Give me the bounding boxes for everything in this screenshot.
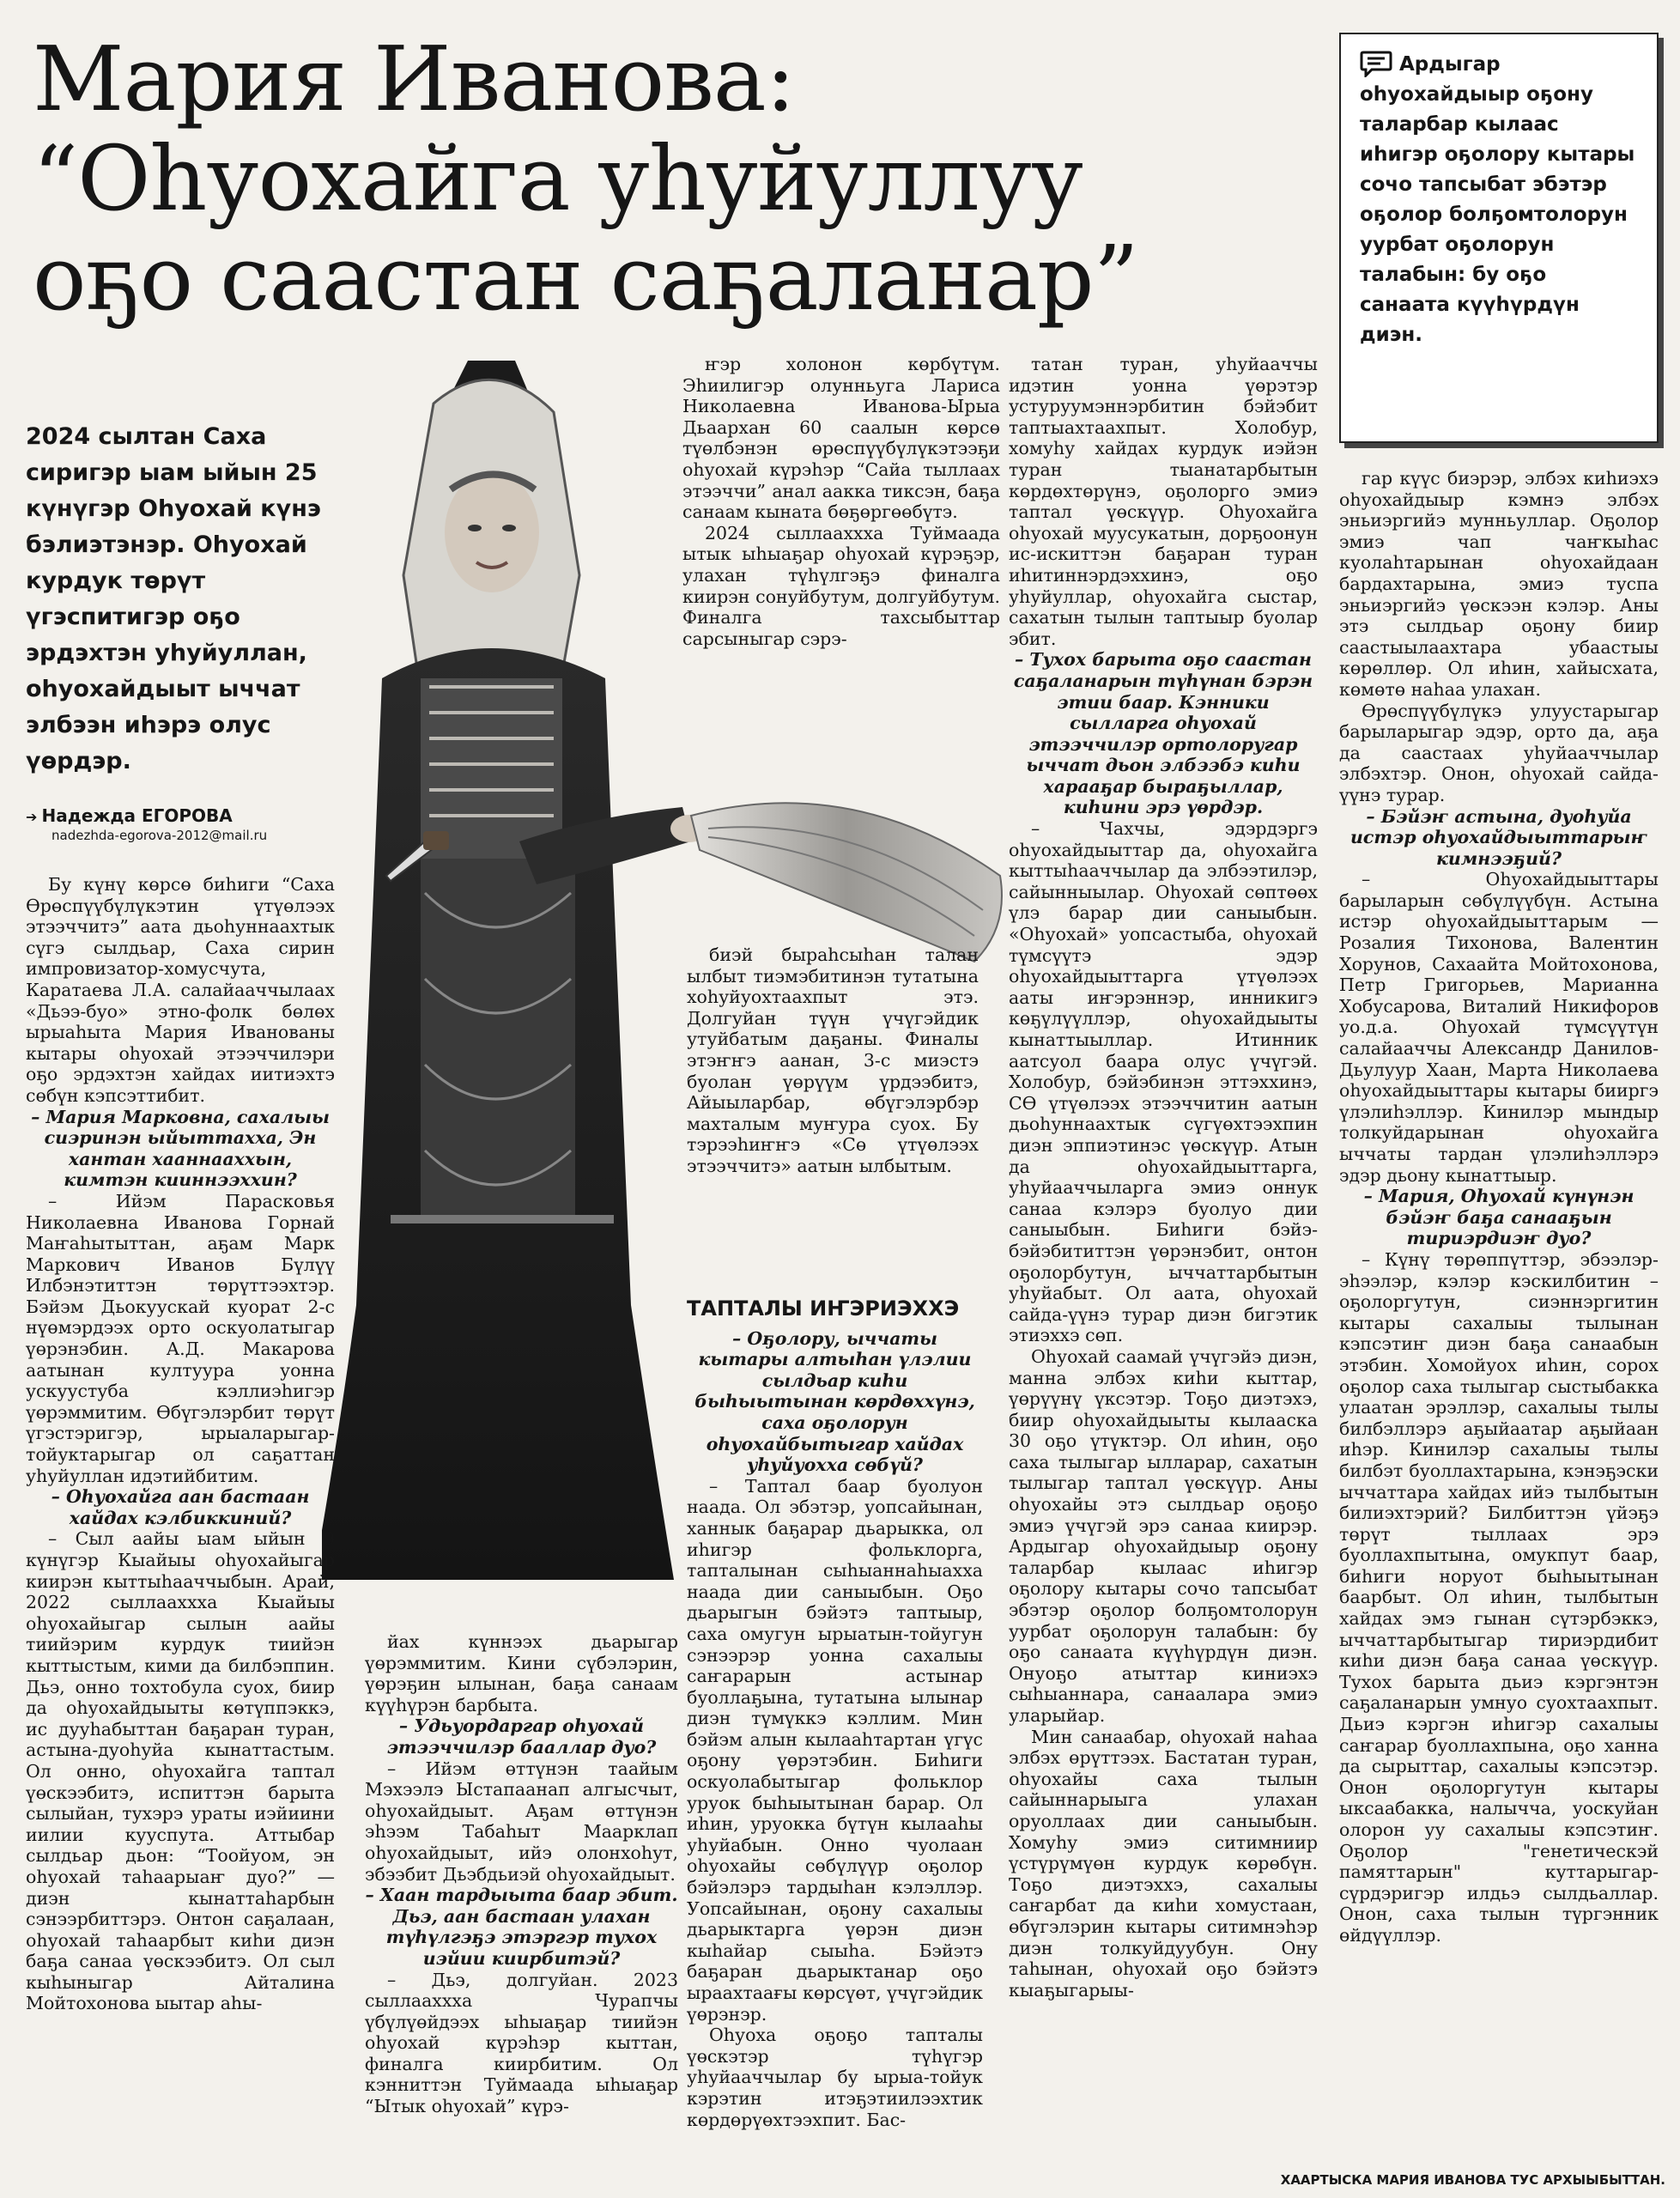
headline-line-3: оҕо саастан саҕаланар” [33,226,1138,331]
author-email: nadezhda-egorova-2012@mail.ru [52,828,268,843]
lead-paragraph: 2024 сылтан Саха сиригэр ыам ыйын 25 күнүгэр Оһуохай күнэ бэлиэтэнэр. Оһуохай курдук төрүт үгэспитигэр оҕо эрдэхтэн уһуйуллан, оһуохайдыыт ыччат элбээн иһэрэ олус үөрдэр. [26,423,321,774]
paragraph: – Чахчы, эдэрдэргэ оһуохайдыыттар да, оһуохайга кыттыһааччылар да элбээтилэр, сайынныылар. Оһуохай сөптөөх үлэ барар дии саныыбын. «Оһуохай» уопсастыба, оһуохай түмсүүтэ эдэр оһуохайдыыттарга үтүөлээх ааты иҥэрэннэр, инникигэ көҕүлүүллэр, оһуохайдыыты кынаттыыллар. Итинник аатсуол баара олус үчүгэй. Холобур, бэйэбинэн эттэххинэ, СӨ үтүөлээх этээччитин аатын дьоһуннаахтык сүгүөхтээхпин диэн эппиэтинэс үөскүүр. Атын да оһуохайдыыттарга, уһуйааччыларга эмиэ оннук санаа кэлэрэ буолуо дии саныыбын. Биһиги бэйэ-бэйэбититтэн үөрэнэбит, онтон оҕолорбутун, ыччаттарбытын уһуйабыт. Ол аата, оһуохай сайда-үүнэ турар диэн бигэтик этиэххэ сөп. [1009,818,1318,1346]
paragraph: татан туран, уһуйааччы идэтин уонна үөрэтэр устуруумэннэрбитин бэйэбит таптыахтаахпыт. Холобур, хомуһу хайдах курдук иэйэн туран тыанатарбытын көрдөхтөрүнэ, оҕолорго эмиэ таптал үөскүүр. Оһуохайга оһуохай муусукатын, дорҕоонун ис-искиттэн баҕаран туран иһитиннэрдэххинэ, оҕо уһуйуллар, оһуохайга сыстар, сахатын тылын таптыыр буолар эбит. [1009,354,1318,649]
paragraph: – Оһуохайдыыттары барыларын сөбүлүүбүн. Астына истэр оһуохайдыыттарым — Розалия Тихонова, Валентин Хорунов, Сахаайта Мойтохонова, Петр Григорьев, Марианна Хобусарова, Виталий Никифоров уо.д.а. Оһуохай түмсүүтүн салайааччы Александр Данилов-Дьулуур Хаан, Марта Николаева оһуохайдыыттары кытары бииргэ үлэлиһэллэр. Кинилэр мындыр толкуйдарынан оһуохайга ыччаты тардан үлэлиһэллэрэ эдэр дьону кынаттыыр. [1339,869,1659,1186]
question: – Бэйэҥ астына, дуоһуйа истэр оһуохайдыыттарыҥ кимнээҕий? [1349,805,1648,869]
pull-quote [1360,50,1638,350]
byline-arrow-icon: ➔ [26,809,38,825]
column-4 [1339,468,1659,1946]
column-2-top [682,354,1000,649]
paragraph: йах күннээх дьарыгар үөрэммитим. Кини сүбэлэрин, үөрэҕин ылынан, баҕа санаам күүһүрэн барбыта. [365,1631,678,1715]
paragraph: биэй быраһсыһан талан ылбыт тиэмэбитинэн тутатына хоһуйуохтаахпыт этэ. Долгуйан түүн үчүгэйдик утуйбатым даҕаны. Финалы этэҥҥэ аанан, 3-с миэстэ буолан үөрүүм үрдээбитэ, Айыыларбар, өбүгэлэрбэр махталым муҥура суох. Бу тэрээһиҥҥэ «Сө үтүөлээх этээччитэ» аатын ылбытым. [687,944,979,1176]
paragraph: – Ийэм Парасковья Николаевна Иванова Горнай Маҥаһытыттан, аҕам Марк Маркович Иванов Бүлүү Илбэнэтиттэн төрүттээхтэр. Бэйэм Дьокуускай куорат 2-с нүөмэрдээх орто оскуолатыгар үөрэнэбин. А.Д. Макарова аатынан култуура уонна ускуустуба кэллиэһигэр үөрэммитим. Өбүгэлэрбит төрүт үгэстэригэр, ырыаларыгар-тойуктарыгар ол саҕаттан уһуйуллан идэтийбитим. [26,1190,335,1486]
question: – Тухох барыта оҕо саастан саҕаланарын түһүнан бэрэн этии баар. Кэнники сылларга оһуохай этээччилэр ортолоругар ыччат дьон элбээбэ киһи харааҕар быраҕыллар, киһини эрэ үөрдэр. [1013,649,1313,818]
paragraph: Бу күнү көрсө биһиги “Саха Өрөспүүбүлүкэтин үтүөлээх этээччитэ” аата дьоһуннаахтык сүгэ сылдьар, Саха сирин импровизатор-хомусчута, Каратаева Л.А. салайааччылаах «Дьээ-буо» этно-фолк бөлөх ырыаһыта Мария Иванованы кытары оһуохай этээччилэри оҕо эрдэхтэн хайдах иитиэхтэ сөбүн кэпсэттибит. [26,874,335,1106]
speech-bubble-icon [1360,50,1392,77]
byline [26,805,352,843]
headline-line-2: “Оһуохайга уһуйуллуу [33,126,1083,231]
paragraph: – Ийэм өттүнэн таайым Мэхээлэ Ыстапаанап алгысчыт, оһуохайдыыт. Аҕам өттүнэн эһээм Табаһыт Маарклап оһуохайдыыт, ийэ олонхоһут, эбээбит Дьэбдьиэй оһуохайдыыт. [365,1758,678,1885]
headline [33,27,1320,331]
column-1 [26,874,335,2014]
column-2-middle [687,944,979,1177]
section-heading: ТАПТАЛЫ ИҤЭРИЭХХЭ [687,1296,960,1321]
author-name: Надежда ЕГОРОВА [41,805,233,826]
question: – Мария Марковна, сахалыы сиэринэн ыйыттахха, Эн хантан хааннааххын, кимтэн кииннээххин? [31,1106,330,1191]
headline-line-1: Мария Иванова: [33,27,795,131]
question: – Хаан тардыыта баар эбит. Дьэ, аан бастаан улахан түһүлгэҕэ этэргэр тухох иэйии киирбитэй? [365,1885,678,1969]
question: – Оҕолору, ыччаты кытары алтыһан үлэлии сылдьар киһи быһыытынан көрдөххүнэ, саха оҕолорун оһуохайбытыгар хайдах уһуйуохха сөбүй? [694,1327,975,1476]
column-2-bottom [365,1631,678,2117]
pull-quote-box [1339,33,1659,443]
paragraph: – Дьэ, долгуйан. 2023 сыллааххха Чурапчы үбүлүөйдээх ыһыаҕар тиийэн оһуохай күрэһэр кыттан, финалга киирбитим. Ол кэнниттэн Туймаада ыһыаҕар “Ытык оһуохай” күрэ- [365,1969,678,2117]
paragraph: – Күнү төрөппүттэр, эбээлэр-эһээлэр, кэлэр кэскилбитин – оҕолоргутун, сиэннэргитин кытары сахалыы тылынан кэпсэтиҥ диэн баҕа санаабын этэбин. Хомойуох иһин, сорох оҕолор саха тылыгар сыстыбакка улаатан эрэллэр, сахалыы тылы билбэллэрэ аҕыйаатар аҕыйаан иһэр. Кинилэр сахалыы тылы билбэт буоллахтарына, кэнэҕэски ыччаттара хайдах ийэ тылбытын билиэхтэрий? Билбиттэн үйэҕэ төрүт тыллаах эрэ буоллахпытына, омукпут баар, биһиги норуот быһыытынан баарбыт. Ол иһин, тылбытын хайдах эмэ гынан сүтэрбэккэ, ыччаттарбытыгар тириэрдибит киһи диэн баҕа санаа үөскүүр. Тухох барыта дьиэ кэргэнтэн саҕаланарын умнуо суохтаахпыт. Дьиэ кэргэн иһигэр сахалыы саҥарар буоллахпына, оҕо ханна да сырыттар, сахалыы кэпсэтэр. Онон оҕолоргутун кытары ыксаабакка, налычча, уоскуйан олорон уу сахалыы кэпсэтиҥ. Оҕолор "генетическэй памяттарын" куттарыгар-сүрдэригэр илдьэ сылдьаллар. Онон, саха тылын түргэнник өйдүүллэр. [1339,1248,1659,1946]
question: – Мария, Оһуохай күнүнэн бэйэҥ баҕа санааҕын тириэрдиэҥ дуо? [1363,1186,1635,1249]
paragraph: – Таптал баар буолуон наада. Ол эбэтэр, уопсайынан, ханнык баҕарар дьарыкка, ол иһигэр фольклорга, тапталынан сыһыаннаһыахха наада дии саныыбын. Оҕо дьарыгын бэйэтэ таптыыр, саха омугун ырыатын-тойугун сэнээрэр уонна сахалыы саҥарарын астынар буоллаҕына, тутатына ылынар диэн түмүккэ кэллим. Мин бэйэм алын кылааһтартан үгүс оҕону үөрэтэбин. Биһиги оскуолабытыгар фольклор уруок быһыытынан барар. Ол иһин, уруокка бүтүн кылааһы уһуйабын. Онно чуолаан оһуохайы сөбүлүүр оҕолор бэйэлэрэ тардыһан кэлэллэр. Уопсайынан, оҕону сахалыы дьарыктарга үөрэн диэн кыһайар сыыһа. Бэйэтэ баҕаран дьарыктанар оҕо ыраахтаағы көрсүөт, үчүгэйдик үөрэнэр. [687,1475,983,2025]
paragraph: Оһуоха оҕоҕо тапталы үөскэтэр түһүгэр уһуйааччылар бу ырыа-тойук кэрэтин итэҕэтиилээхтик көрдөрүөхтээхпит. Бас- [687,2025,983,2130]
paragraph: Оһуохай саамай үчүгэйэ диэн, манна элбэх киһи кыттар, үөрүүнү үксэтэр. Тоҕо диэтэхэ, биир оһуохайдыыты кылааска 30 оҕо үтүктэр. Ол иһин, оҕо саха тылыгар ылларар, сахатын тылыгар таптал үөскүүр. Аны оһуохайы этэ сылдьар оҕоҕо эмиэ үчүгэй эрэ санаа киирэр. Ардыгар оһуохайдыыр оҕону таларбар кылаас иһигэр оҕолору кытары сочо тапсыбат эбэтэр оҕолор болҕомтолорун уурбат оҕолорун талабын: бу оҕо санаата күүһүрдүн диэн. Онуоҕо атыттар киниэхэ сыһыаннара, санаалара эмиэ уларыйар. [1009,1345,1318,1726]
question: – Оһуохайга аан бастаан хайдах кэлбиккиний? [51,1486,310,1528]
column-subsection [687,1295,983,2130]
paragraph: гар күүс биэрэр, элбэх киһиэхэ оһуохайдыыр кэмнэ элбэх эньиэргийэ мунньуллар. Оҕолор эмиэ чап чаҥкыһас куолаһтарынан оһуохайдаан бардахтарына, эмиэ туспа эньиэргийэ үөскээн кэлэр. Аны этэ сылдьар оҕону биир саастыылаахтара убаастыы көрөллөр. Ол иһин, хайысхата, көмөтө наһаа улахан. [1339,468,1659,700]
paragraph: ҥэр холонон көрбүтүм. Эһиилигэр олунньуга Лариса Николаевна Иванова-Ырыа Дьаархан 60 саалын көрсө түөлбэнэн өрөспүүбүлүкэтээҕи оһуохай күрэһэр “Сайа тыллаах этээччи” анал аакка тиксэн, баҕа санаам кыната бөҕөргөөбүтэ. [682,354,1000,523]
pull-quote-text: Ардыгар оһуохайдыыр оҕону таларбар кылаас иһигэр оҕолору кытары сочо тапсыбат эбэтэр оҕолор болҕомтолорун уурбат оҕолорун талабын: бу оҕо санаата күүһүрдүн диэн. [1360,53,1635,346]
question: – Удьуордаргар оһуохай этээччилэр бааллар дуо? [386,1715,657,1758]
column-3 [1009,354,1318,2001]
photo-caption: ХААРТЫСКА МАРИЯ ИВАНОВА ТУС АРХЫЫБЫТТАН. [1280,2172,1665,2188]
paragraph: – Сыл аайы ыам ыйын 9 күнүгэр Кыайыы оһуохайыгар киирэн кыттыһааччыбын. Арай, 2022 сыллааххха Кыайыы оһуохайыгар сылын аайы тиийэрим курдук тиийэн кыттыстым, кими да билбэппин. Дьэ, онно тохтобула суох, биир да оһуохайдыыты көтүппэккэ, ис дууһабыттан баҕаран туран, астына-дуоһуйа кынаттастым. Ол онно, оһуохайга таптал үөскээбитэ, испиттэн барыта сылыйан, тухэрэ ураты иэйиини иилии кууспута. Аттыбар сылдьар дьон: “Тоойуом, эн оһуохай таһаарыаҥ дуо?” — диэн кынаттаһарбын сэнээрбиттэрэ. Онтон саҕалаан, оһуохай таһаарбыт киһи диэн баҕа санаа үөскээбитэ. Ол сыл кыһыныгар Айталина Мойтохонова ыытар аһы- [26,1528,335,2014]
paragraph: 2024 сыллааххха Туймаада ытык ыһыаҕар оһуохай күрэҕэр, улахан түһүлгэҕэ финалга киирэн сонуйбутум, долгуйбутум. Финалга тахсыбыттар сарсыныгар сэрэ- [682,522,1000,649]
paragraph: Мин санаабар, оһуохай наһаа элбэх өрүттээх. Бастатан туран, оһуохайы саха тылын сайыннарыыга улахан оруоллаах дии саныыбын. Хомуһу эмиэ ситимниир үстүрүмүөн курдук көрөбүн. Тоҕо диэтэххэ, сахалыы саҥарбат да киһи хомустаан, өбүгэлэрин кытары ситимнэһэр диэн толкуйдуубун. Ону таһынан, оһуохай оҕо бэйэтэ кыаҕыгарыы- [1009,1726,1318,2001]
paragraph: Өрөспүүбүлүкэ улуустарыгар барыларыгар эдэр, орто да, аҕа да саастаах уһуйааччылар элбэхтэр. Онон, оһуохай сайда-үүнэ турар. [1339,700,1659,805]
